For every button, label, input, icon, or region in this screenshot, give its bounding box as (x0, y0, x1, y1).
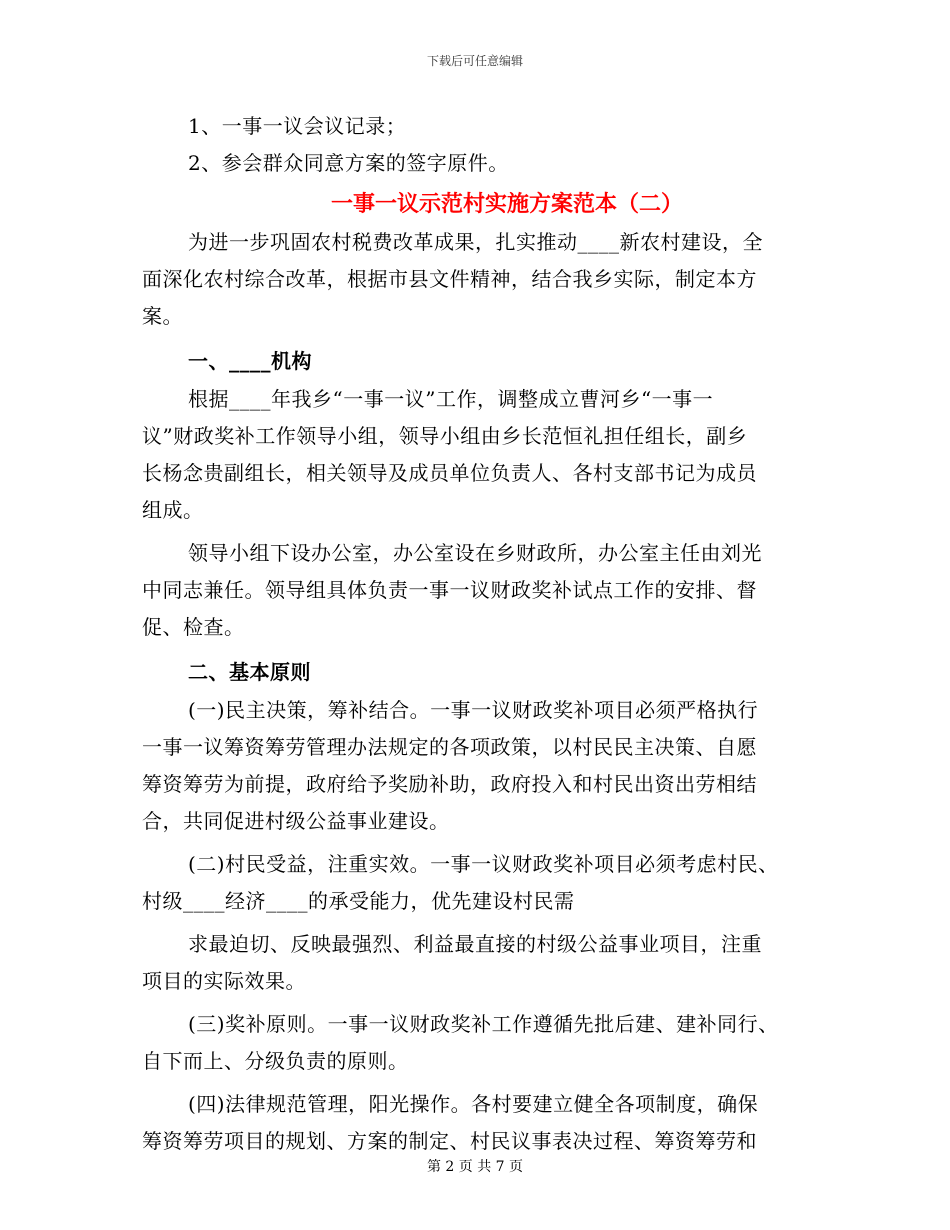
intro-line-1: 为进一步巩固农村税费改革成果，扎实推动____新农村建设，全 (188, 230, 763, 254)
section1-para1-line-2: 议”财政奖补工作领导小组，领导小组由乡长范恒礼担任组长，副乡 (142, 424, 748, 448)
section2-p4-line-2: 筹资筹劳项目的规划、方案的制定、村民议事表决过程、筹资筹劳和 (142, 1129, 757, 1153)
page-number: 第 2 页 共 7 页 (426, 1159, 524, 1175)
section2-p1-line-3: 筹资筹劳为前提，政府给予奖励补助，政府投入和村民出资出劳相结 (142, 772, 757, 796)
section2-p2-line-1: (二)村民受益，注重实效。一事一议财政奖补项目必须考虑村民、 (188, 852, 779, 876)
section-heading-1: 一、____机构 (188, 349, 312, 373)
section2-p4-line-1: (四)法律规范管理，阳光操作。各村要建立健全各项制度，确保 (188, 1092, 759, 1116)
intro-line-3: 案。 (142, 304, 183, 328)
document-title: 一事一议示范村实施方案范本（二） (330, 191, 683, 217)
section2-p1-line-1: (一)民主决策，筹补结合。一事一议财政奖补项目必须严格执行 (188, 698, 759, 722)
intro-line-2: 面深化农村综合改革，根据市县文件精神，结合我乡实际，制定本方 (142, 267, 757, 291)
list-item-1: 1、一事一议会议记录； (188, 114, 407, 138)
header-note: 下载后可任意编辑 (426, 54, 523, 68)
section2-p2b-line-2: 项目的实际效果。 (142, 969, 306, 993)
section1-para1-line-3: 长杨念贵副组长，相关领导及成员单位负责人、各村支部书记为成员 (142, 461, 757, 485)
section1-para2-line-1: 领导小组下设办公室，办公室设在乡财政所，办公室主任由刘光 (188, 541, 762, 565)
section1-para2-line-3: 促、检查。 (142, 615, 245, 639)
section2-p2b-line-1: 求最迫切、反映最强烈、利益最直接的村级公益事业项目，注重 (188, 932, 762, 956)
section1-para2-line-2: 中同志兼任。领导组具体负责一事一议财政奖补试点工作的安排、督 (142, 578, 757, 602)
section2-p1-line-2: 一事一议筹资筹劳管理办法规定的各项政策，以村民民主决策、自愿 (142, 735, 757, 759)
section2-p2-line-2: 村级____经济____的承受能力，优先建设村民需 (142, 889, 575, 913)
section1-para1-line-1: 根据____年我乡“一事一议”工作，调整成立曹河乡“一事一 (188, 387, 714, 411)
section-heading-2: 二、基本原则 (188, 660, 311, 684)
section2-p1-line-4: 合，共同促进村级公益事业建设。 (142, 809, 450, 833)
section2-p3-line-1: (三)奖补原则。一事一议财政奖补工作遵循先批后建、建补同行、 (188, 1012, 779, 1036)
list-item-2: 2、参会群众同意方案的签字原件。 (188, 151, 509, 175)
section2-p3-line-2: 自下而上、分级负责的原则。 (142, 1049, 409, 1073)
section1-para1-line-4: 组成。 (142, 498, 204, 522)
document-body (142, 108, 812, 1160)
